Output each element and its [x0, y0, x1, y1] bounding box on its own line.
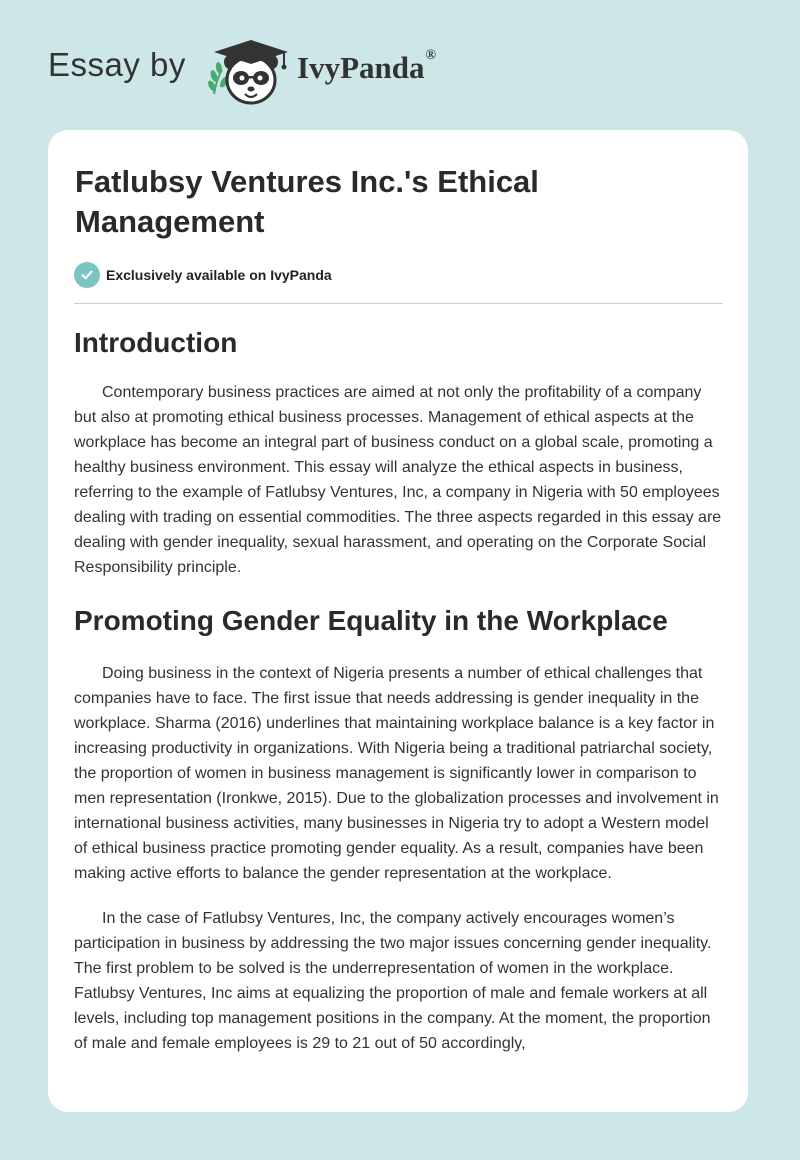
section-heading: Promoting Gender Equality in the Workplace [74, 605, 668, 636]
section-heading: Introduction [74, 327, 238, 358]
panda-graduate-icon[interactable] [200, 36, 294, 108]
divider [74, 303, 723, 304]
essay-title: Fatlubsy Ventures Inc.'s Ethical Management [75, 164, 539, 239]
exclusive-text: Exclusively available on IvyPanda [106, 267, 332, 283]
paragraph: Contemporary business practices are aimed at not only the profitability of a company but also at promoting ethical business processes. Management of ethical aspects at the workplace has become an integral part of business conduct on a global scale, promoting a healthy business environment. This essay will analyze the ethical aspects in business, referring to the example of Fatlubsy Ventures, Inc, a company in Nigeria with 50 employees dealing with trading on essential commodities. The three aspects regarded in this essay are dealing with gender inequality, sexual harassment, and operating on the Corporate Social Responsibility principle. [74, 384, 722, 576]
essay-card [48, 130, 748, 1112]
paragraph: In the case of Fatlubsy Ventures, Inc, the company actively encourages women’s participation in business by addressing the two major issues concerning gender inequality. The first problem to be solved is the underrepresentation of women in the workplace. Fatlubsy Ventures, Inc aims at equalizing the proportion of male and female workers at all levels, including top management positions in the company. At the moment, the proportion of male and female employees is 29 to 21 out of 50 accordingly, [74, 910, 712, 1052]
brand-name[interactable] [297, 50, 436, 86]
brand-name-text: IvyPanda [297, 50, 425, 85]
section-introduction [74, 320, 724, 580]
exclusive-badge [74, 262, 332, 288]
section-gender-equality [74, 598, 724, 1056]
registered-mark: ® [425, 48, 436, 63]
essay-content [74, 320, 724, 1056]
brand-prefix: Essay by [48, 46, 186, 83]
paragraph: Doing business in the context of Nigeria presents a number of ethical challenges that companies have to face. The first issue that needs addressing is gender inequality in the workplace. Sharma (2016) underlines that maintaining workplace balance is a key factor in increasing productivity in organizations. With Nigeria being a traditional patriarchal society, the proportion of women in business management is significantly lower in comparison to men representation (Ironkwe, 2015). Due to the globalization processes and involvement in international business activities, many businesses in Nigeria try to adopt a Western model of ethical business practice promoting gender equality. As a result, companies have been making active efforts to balance the gender representation at the workplace. [74, 665, 719, 882]
site-header [0, 0, 800, 130]
check-circle-icon [74, 262, 100, 288]
